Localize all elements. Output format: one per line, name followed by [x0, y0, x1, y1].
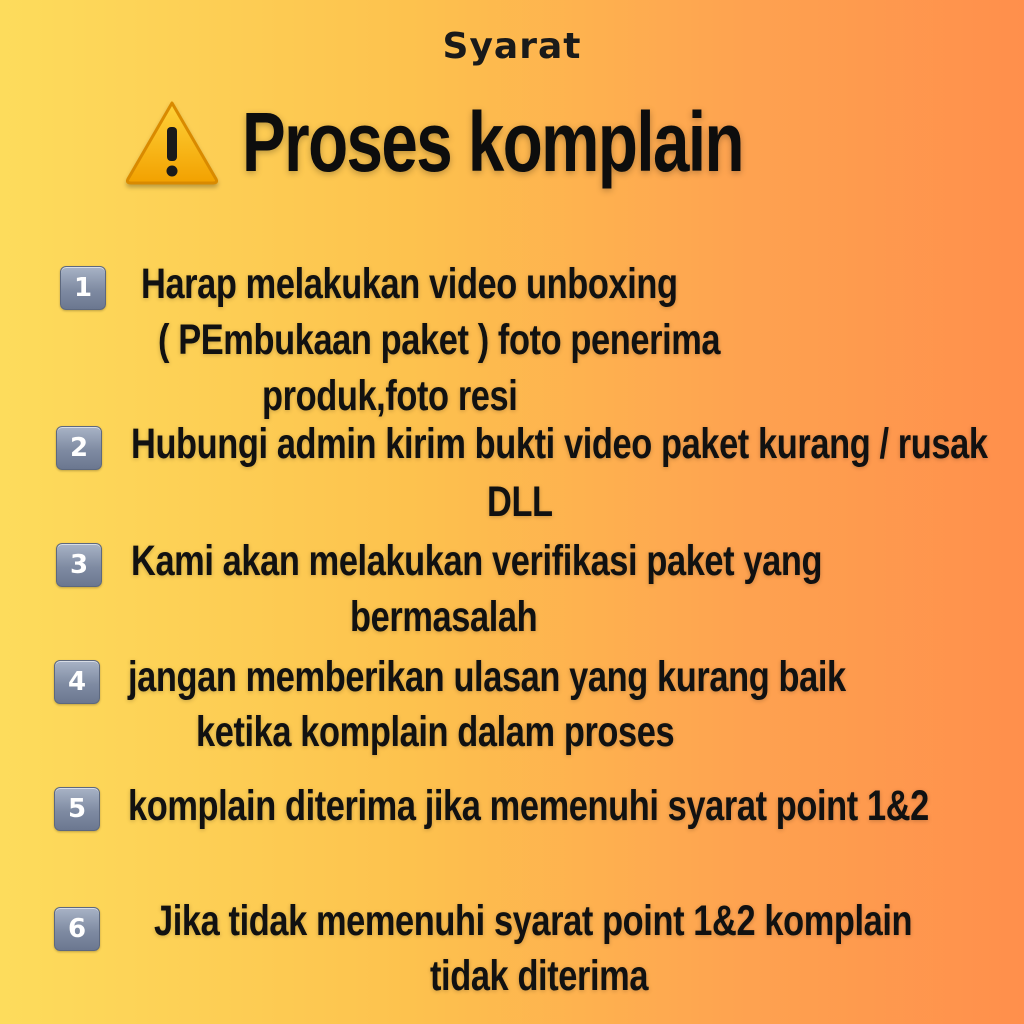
page-title: Proses komplain [242, 95, 743, 189]
number-badge-6: 6 [54, 907, 100, 951]
item-1-line-2: ( PEmbukaan paket ) foto penerima [158, 316, 721, 364]
item-3-line-1: Kami akan melakukan verifikasi paket yang [131, 537, 823, 585]
item-1-line-3: produk,foto resi [262, 372, 518, 420]
item-3-line-2: bermasalah [350, 593, 538, 641]
syarat-kicker: Syarat [442, 26, 582, 67]
number-badge-1: 1 [60, 266, 106, 310]
warning-icon [124, 99, 220, 185]
item-2-line-1: Hubungi admin kirim bukti video paket kurang / rusak [131, 420, 988, 468]
item-4-line-1: jangan memberikan ulasan yang kurang baik [128, 653, 846, 701]
number-badge-2: 2 [56, 426, 102, 470]
item-2-line-2: DLL [487, 478, 553, 526]
item-6-line-1: Jika tidak memenuhi syarat point 1&2 komplain [154, 897, 913, 945]
number-badge-4: 4 [54, 660, 100, 704]
item-1-line-1: Harap melakukan video unboxing [141, 260, 678, 308]
item-5-line-1: komplain diterima jika memenuhi syarat point 1&2 [128, 782, 929, 830]
item-6-line-2: tidak diterima [430, 952, 649, 1000]
number-badge-3: 3 [56, 543, 102, 587]
number-badge-5: 5 [54, 787, 100, 831]
item-4-line-2: ketika komplain dalam proses [196, 708, 675, 756]
title-row [124, 92, 884, 192]
